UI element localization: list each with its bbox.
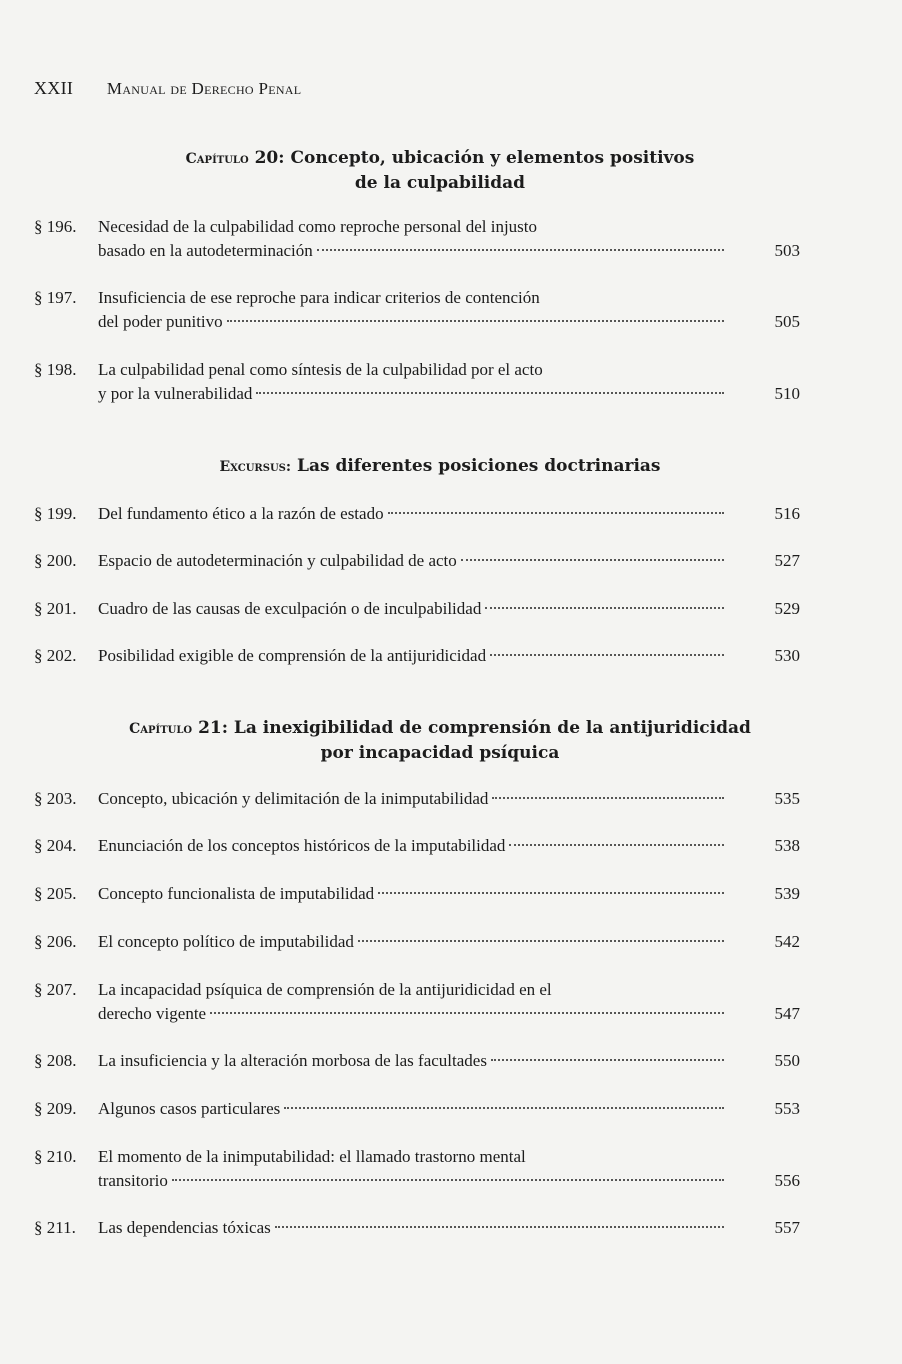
page-ref: 553 xyxy=(774,1099,800,1118)
entry-title-line1: La incapacidad psíquica de comprensión de la antijuridicidad en el xyxy=(98,980,552,999)
dot-leader xyxy=(388,511,724,514)
section-number: § 196. xyxy=(34,217,77,236)
entry-title: Cuadro de las causas de exculpación o de inculpabilidad xyxy=(98,599,482,618)
page-ref: 530 xyxy=(774,646,800,665)
dot-leader xyxy=(490,653,724,656)
chapter-title-line2: por incapacidad psíquica xyxy=(320,743,560,763)
toc-entry xyxy=(34,1097,800,1121)
dot-leader xyxy=(256,391,724,394)
entry-title: Concepto, ubicación y delimitación de la inimputabilidad xyxy=(98,789,489,808)
entry-title: del poder punitivo xyxy=(98,312,223,331)
entry-title: Del fundamento ético a la razón de estado xyxy=(98,504,384,523)
entry-title-line1: La culpabilidad penal como síntesis de la culpabilidad por el acto xyxy=(98,360,543,379)
entry-title: El concepto político de imputabilidad xyxy=(98,932,354,951)
entry-title: Las dependencias tóxicas xyxy=(98,1218,271,1237)
dot-leader xyxy=(509,843,724,846)
entry-title: Enunciación de los conceptos históricos de la imputabilidad xyxy=(98,836,506,855)
toc-entry xyxy=(34,286,800,334)
entry-title: La insuficiencia y la alteración morbosa de las facultades xyxy=(98,1051,487,1070)
section-number: § 201. xyxy=(34,599,77,618)
page-number: XXII xyxy=(34,78,74,98)
entry-title: Concepto funcionalista de imputabilidad xyxy=(98,884,375,903)
toc-entry xyxy=(34,215,800,263)
page-ref: 539 xyxy=(774,884,800,903)
page-ref: 556 xyxy=(774,1171,800,1190)
section-number: § 202. xyxy=(34,646,77,665)
page-ref: 557 xyxy=(774,1218,800,1237)
entry-title: basado en la autodeterminación xyxy=(98,241,313,260)
toc-entry xyxy=(34,358,800,406)
dot-leader xyxy=(275,1225,724,1228)
toc-entry xyxy=(34,597,800,621)
page-ref: 516 xyxy=(774,504,800,523)
chapter-21-heading xyxy=(80,716,800,765)
dot-leader xyxy=(378,891,724,894)
section-number: § 209. xyxy=(34,1099,77,1118)
book-title: Manual de Derecho Penal xyxy=(106,79,302,98)
dot-leader xyxy=(210,1011,724,1014)
dot-leader xyxy=(172,1178,724,1181)
page-ref: 505 xyxy=(774,312,800,331)
section-number: § 204. xyxy=(34,836,77,855)
toc-entry xyxy=(34,1145,800,1193)
page-ref: 542 xyxy=(774,932,800,951)
section-number: § 211. xyxy=(34,1218,76,1237)
excursus-label: Excursus: xyxy=(219,459,292,475)
entry-title: Posibilidad exigible de comprensión de la antijuridicidad xyxy=(98,646,487,665)
section-number: § 207. xyxy=(34,980,77,999)
section-number: § 206. xyxy=(34,932,77,951)
chapter-title-line1: 21: La inexigibilidad de comprensión de la antijuridicidad xyxy=(198,718,751,738)
dot-leader xyxy=(492,796,724,799)
page-ref: 538 xyxy=(774,836,800,855)
section-number: § 197. xyxy=(34,288,77,307)
dot-leader xyxy=(317,248,724,251)
section-number: § 203. xyxy=(34,789,77,808)
entry-title: transitorio xyxy=(98,1171,168,1190)
page-ref: 547 xyxy=(774,1004,800,1023)
page-ref: 535 xyxy=(774,789,800,808)
dot-leader xyxy=(461,558,724,561)
dot-leader xyxy=(284,1106,724,1109)
running-header xyxy=(34,78,301,99)
dot-leader xyxy=(358,939,724,942)
section-number: § 208. xyxy=(34,1051,77,1070)
page-ref: 529 xyxy=(774,599,800,618)
section-number: § 199. xyxy=(34,504,77,523)
toc-entry xyxy=(34,502,800,526)
toc-entry xyxy=(34,882,800,906)
toc-entry xyxy=(34,1049,800,1073)
entry-title-line1: El momento de la inimputabilidad: el llamado trastorno mental xyxy=(98,1147,526,1166)
entry-title: y por la vulnerabilidad xyxy=(98,384,253,403)
page-ref: 527 xyxy=(774,551,800,570)
entry-title-line1: Necesidad de la culpabilidad como reproche personal del injusto xyxy=(98,217,538,236)
page-ref: 550 xyxy=(774,1051,800,1070)
page-ref: 510 xyxy=(774,384,800,403)
excursus-title: Las diferentes posiciones doctrinarias xyxy=(296,456,661,476)
toc-entry xyxy=(34,1216,800,1240)
toc-entry xyxy=(34,787,800,811)
toc-entry xyxy=(34,644,800,668)
chapter-20-heading xyxy=(120,146,760,195)
section-number: § 198. xyxy=(34,360,77,379)
chapter-title-line2: de la culpabilidad xyxy=(354,173,526,193)
section-number: § 200. xyxy=(34,551,77,570)
section-number: § 210. xyxy=(34,1147,77,1166)
toc-entry xyxy=(34,930,800,954)
entry-title-line1: Insuficiencia de ese reproche para indicar criterios de contención xyxy=(98,288,540,307)
section-number: § 205. xyxy=(34,884,77,903)
toc-entry xyxy=(34,978,800,1026)
chapter-label: Capítulo xyxy=(185,151,249,167)
excursus-heading xyxy=(120,454,760,479)
dot-leader xyxy=(227,319,724,322)
toc-entry xyxy=(34,549,800,573)
entry-title: derecho vigente xyxy=(98,1004,207,1023)
dot-leader xyxy=(491,1058,724,1061)
entry-title: Algunos casos particulares xyxy=(98,1099,281,1118)
toc-entry xyxy=(34,834,800,858)
page-ref: 503 xyxy=(774,241,800,260)
chapter-label: Capítulo xyxy=(129,721,193,737)
chapter-title-line1: 20: Concepto, ubicación y elementos positivos xyxy=(254,148,695,168)
dot-leader xyxy=(485,606,724,609)
entry-title: Espacio de autodeterminación y culpabilidad de acto xyxy=(98,551,457,570)
